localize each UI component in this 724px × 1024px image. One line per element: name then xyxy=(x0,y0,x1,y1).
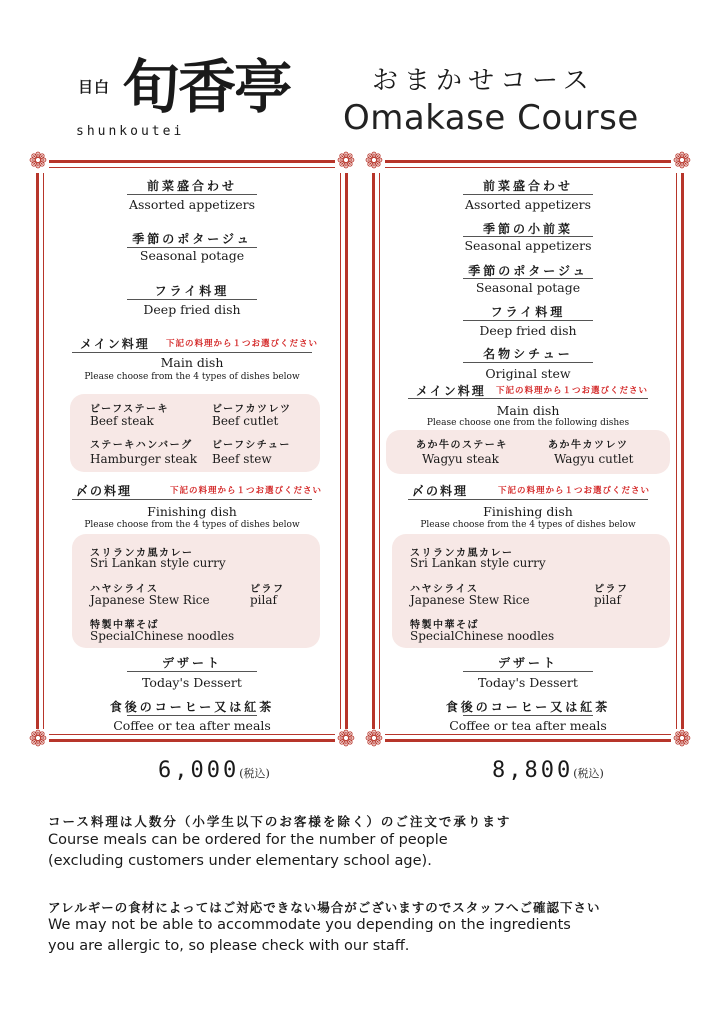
finish-instruction: Please choose from the 4 types of dishes below xyxy=(420,520,636,530)
divider xyxy=(463,320,593,321)
coffee-label: Coffee or tea after meals xyxy=(449,718,607,733)
page-title-jp: おまかせコース xyxy=(372,66,595,96)
finish-option-jp: スリランカ風カレー xyxy=(90,548,194,559)
finish-option-jp: ハヤシライス xyxy=(90,584,159,595)
finish-option-jp: スリランカ風カレー xyxy=(410,548,514,559)
finish-option-jp: 特製中華そば xyxy=(410,620,479,631)
finish-options-box xyxy=(392,534,670,648)
ornament-icon: ❁ xyxy=(672,727,692,752)
logo-romanization: shunkoutei xyxy=(76,124,185,139)
divider xyxy=(463,194,593,195)
main-option-jp: ステーキハンバーグ xyxy=(90,440,193,451)
main-option-en: Beef stew xyxy=(212,452,272,466)
finish-title: 〆の料理 xyxy=(412,484,469,498)
appetizer-title: 前菜盛合わせ xyxy=(146,179,237,193)
divider xyxy=(408,499,648,500)
main-choice-note: 下記の料理から１つお選びください xyxy=(496,386,649,396)
divider xyxy=(127,194,257,195)
logo-location: 目白 xyxy=(78,78,111,96)
ornament-icon: ❁ xyxy=(364,149,384,174)
divider xyxy=(463,236,593,237)
ornament-icon: ❁ xyxy=(672,149,692,174)
allergy-note-jp: アレルギーの食材によってはご対応できない場合がございますのでスタッフへご確認下さい xyxy=(48,900,601,915)
finish-option-en: Sri Lankan style curry xyxy=(90,556,226,570)
coffee-title: 食後のコーヒー又は紅茶 xyxy=(109,700,275,714)
coffee-label: Coffee or tea after meals xyxy=(113,718,271,733)
appetizer-label: Assorted appetizers xyxy=(128,197,255,212)
finish-option-en: pilaf xyxy=(250,593,277,607)
finish-option-jp: ピラフ xyxy=(594,584,629,595)
fried-label: Deep fried dish xyxy=(143,302,241,317)
finish-option-en: Japanese Stew Rice xyxy=(410,593,530,607)
order-note-jp: コース料理は人数分（小学生以下のお客様を除く）のご注文で承ります xyxy=(48,814,512,829)
left-price xyxy=(158,758,270,783)
left-course-menu xyxy=(36,160,348,742)
main-instruction: Please choose from the 4 types of dishes below xyxy=(84,372,300,382)
finish-option-en: Sri Lankan style curry xyxy=(410,556,546,570)
dessert-label: Today's Dessert xyxy=(478,675,578,690)
finish-label: Finishing dish xyxy=(483,504,573,519)
divider xyxy=(127,299,257,300)
finish-choice-note: 下記の料理から１つお選びください xyxy=(170,486,323,496)
potage-title: 季節のポタージュ xyxy=(132,232,252,246)
price-value: 8,800 xyxy=(492,758,574,783)
main-title: メイン料理 xyxy=(80,337,150,351)
finish-option-en: pilaf xyxy=(594,593,621,607)
divider xyxy=(463,278,593,279)
stew-title: 名物シチュー xyxy=(483,347,573,361)
appetizer-title: 前菜盛合わせ xyxy=(482,179,573,193)
finish-option-en: Japanese Stew Rice xyxy=(90,593,210,607)
allergy-note-en-line2: you are allergic to, so please check with our staff. xyxy=(48,938,410,954)
ornament-icon: ❁ xyxy=(364,727,384,752)
logo-wordmark: 旬香亭 xyxy=(122,53,291,121)
dessert-title: デザート xyxy=(497,656,558,670)
divider xyxy=(72,352,312,353)
main-option-jp: あか牛のステーキ xyxy=(416,440,508,451)
coffee-title: 食後のコーヒー又は紅茶 xyxy=(445,700,611,714)
main-option-jp: ビーフカツレツ xyxy=(212,404,292,415)
main-label: Main dish xyxy=(496,403,560,418)
finish-instruction: Please choose from the 4 types of dishes below xyxy=(84,520,300,530)
divider xyxy=(127,715,257,716)
main-choice-note: 下記の料理から１つお選びください xyxy=(166,339,319,349)
divider xyxy=(408,398,648,399)
finish-option-jp: ハヤシライス xyxy=(410,584,479,595)
dessert-title: デザート xyxy=(161,656,222,670)
finish-option-jp: 特製中華そば xyxy=(90,620,159,631)
finish-options-box xyxy=(72,534,320,648)
divider xyxy=(463,362,593,363)
main-option-en: Wagyu steak xyxy=(422,452,499,466)
divider xyxy=(72,499,312,500)
tax-label: (税込) xyxy=(573,767,604,780)
small-appetizer-title: 季節の小前菜 xyxy=(482,222,573,236)
finish-title: 〆の料理 xyxy=(76,484,133,498)
main-options-box xyxy=(386,430,670,474)
right-course-menu xyxy=(372,160,684,742)
main-title: メイン料理 xyxy=(416,384,486,398)
fried-title: フライ料理 xyxy=(154,284,230,298)
fried-label: Deep fried dish xyxy=(479,323,577,338)
finish-label: Finishing dish xyxy=(147,504,237,519)
potage-label: Seasonal potage xyxy=(475,280,581,295)
divider xyxy=(463,715,593,716)
order-note-en-line1: Course meals can be ordered for the number of people xyxy=(48,832,448,848)
main-option-en: Hamburger steak xyxy=(90,452,197,466)
potage-title: 季節のポタージュ xyxy=(468,264,588,278)
stew-label: Original stew xyxy=(485,366,571,381)
main-options-box xyxy=(70,394,320,472)
ornament-icon: ❁ xyxy=(28,727,48,752)
main-label: Main dish xyxy=(160,355,224,370)
ornament-icon: ❁ xyxy=(336,149,356,174)
potage-label: Seasonal potage xyxy=(139,248,245,263)
main-option-jp: あか牛カツレツ xyxy=(548,440,629,451)
divider xyxy=(127,671,257,672)
finish-option-jp: ピラフ xyxy=(250,584,285,595)
page-title-en: Omakase Course xyxy=(343,98,639,138)
tax-label: (税込) xyxy=(239,767,270,780)
finish-option-en: SpecialChinese noodles xyxy=(90,629,235,643)
main-option-jp: ビーフシチュー xyxy=(212,440,291,451)
appetizer-label: Assorted appetizers xyxy=(464,197,591,212)
main-instruction: Please choose one from the following dishes xyxy=(426,418,630,428)
order-note-en-line2: (excluding customers under elementary school age). xyxy=(48,853,432,869)
main-option-jp: ビーフステーキ xyxy=(90,404,169,415)
allergy-note-en-line1: We may not be able to accommodate you depending on the ingredients xyxy=(48,917,571,933)
small-appetizer-label: Seasonal appetizers xyxy=(464,238,592,253)
fried-title: フライ料理 xyxy=(490,305,566,319)
price-value: 6,000 xyxy=(158,758,240,783)
finish-option-en: SpecialChinese noodles xyxy=(410,629,555,643)
divider xyxy=(463,671,593,672)
main-option-en: Wagyu cutlet xyxy=(554,452,634,466)
finish-choice-note: 下記の料理から１つお選びください xyxy=(498,486,651,496)
main-option-en: Beef cutlet xyxy=(212,414,279,428)
ornament-icon: ❁ xyxy=(336,727,356,752)
dessert-label: Today's Dessert xyxy=(142,675,242,690)
ornament-icon: ❁ xyxy=(28,149,48,174)
main-option-en: Beef steak xyxy=(90,414,154,428)
right-price xyxy=(492,758,604,783)
